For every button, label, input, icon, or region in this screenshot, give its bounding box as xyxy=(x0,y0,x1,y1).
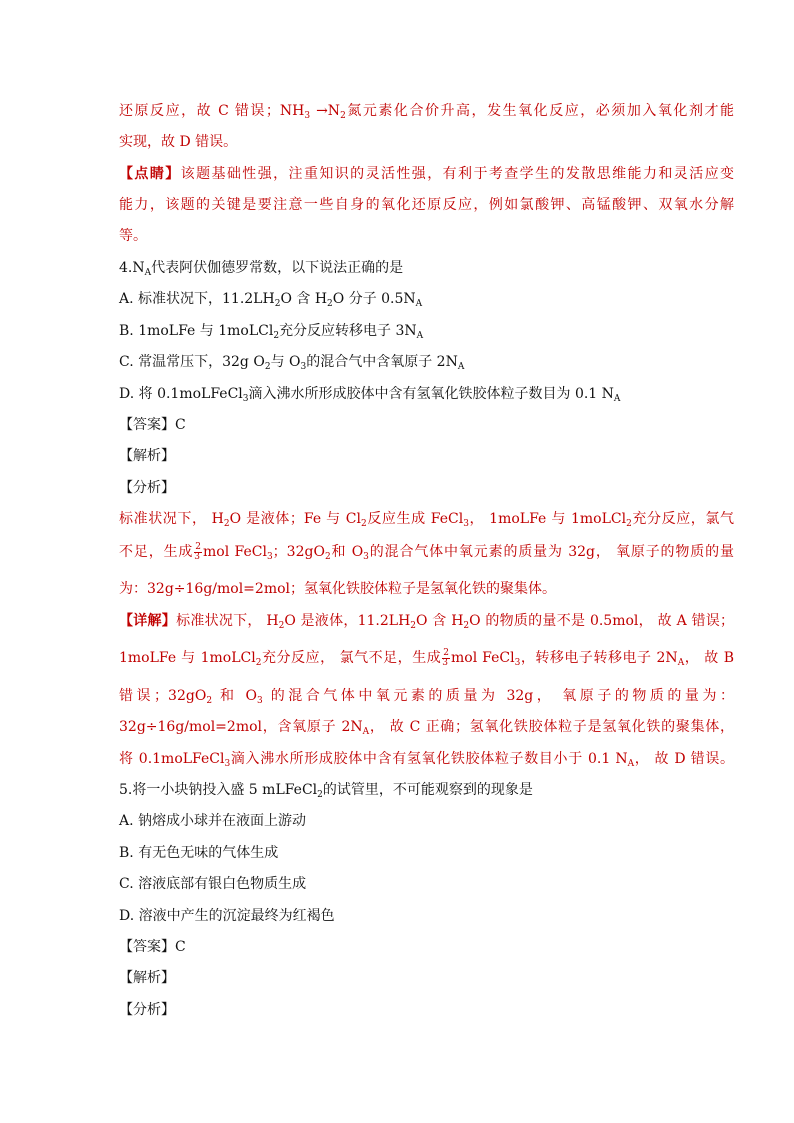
jiexi-label: 【解析】 xyxy=(119,448,175,464)
jiexi-label: 【解析】 xyxy=(119,970,175,986)
text-line: 实现，故 D 错误。 xyxy=(119,134,238,150)
fenxi-label: 【分析】 xyxy=(119,480,175,496)
detail-line: 32g÷16g/mol=2mol，含氧原子 $2N_A$， 故 C 正确；氢氧化铁胶体粒子是氢氧化铁的聚集体， xyxy=(119,719,735,737)
fenxi-label: 【分析】 xyxy=(119,1002,175,1018)
option-c: C. 溶液底部有银白色物质生成 xyxy=(119,876,307,892)
analysis-line: 标准状况下， $H_2O$ 是液体；Fe 与 $Cl_2$反应生成 FeCl$_3$， 1moLFe 与 1moLCl$_2$充分反应，氯气 xyxy=(119,511,734,529)
question-4-stem: $4.N_A$代表阿伏伽德罗常数，以下说法正确的是 xyxy=(119,260,404,278)
text-line: 等。 xyxy=(119,228,147,244)
option-c: C. 常温常压下，32g $O_2$与 $O_3$的混合气中含氧原子 $2N_A$ xyxy=(119,354,465,372)
detail-line: 【详解】标准状况下， $H_2O$ 是液体，$11.2LH_2O$ 含 $H_2O$ 的物质的量不是 0.5mol， 故 A 错误； xyxy=(119,613,734,631)
text-line: 还原反应，故 C 错误；$NH_3 \to N_2$氮元素化合价升高，发生氧化反应，必须加入氧化剂才能 xyxy=(119,103,735,121)
analysis-line: 为：32g÷16g/mol=2mol；氢氧化铁胶体粒子是氢氧化铁的聚集体。 xyxy=(119,581,556,597)
detail-line: 错误；$32gO_2$ 和 $O_3$ 的混合气体中氧元素的质量为 32g， 氧原子的物质的量为： xyxy=(119,688,734,706)
analysis-line: 不足，生成 $\frac{2}{3}$ mol FeCl$_3$；$32gO_2$和 $O_3$的混合气体中氧元素的质量为 32g， 氧原子的物质的量 xyxy=(119,541,734,562)
answer-label: 【答案】C xyxy=(119,417,186,433)
answer-label: 【答案】C xyxy=(119,939,186,955)
option-a: A. 钠熔成小球并在液面上游动 xyxy=(119,813,307,829)
text-line: 能力，该题的关键是要注意一些自身的氧化还原反应，例如氯酸钾、高锰酸钾、双氧水分解 xyxy=(119,197,734,213)
detail-line: 将 0.1moLFeCl$_3$滴入沸水所形成胶体中含有氢氧化铁胶体粒子数目小于 0.1 $N_A$， 故 D 错误。 xyxy=(119,751,735,769)
option-a: A. 标准状况下，$11.2LH_2O$ 含 $H_2O$ 分子 $0.5N_A$ xyxy=(119,291,423,309)
option-b: B. 1moLFe 与 1moLCl$_2$充分反应转移电子 $3N_A$ xyxy=(119,323,424,341)
fraction: $\frac{2}{3}$ xyxy=(194,541,202,562)
option-d: D. 溶液中产生的沉淀最终为红褐色 xyxy=(119,908,335,924)
option-b: B. 有无色无味的气体生成 xyxy=(119,845,279,861)
fraction: $\frac{2}{3}$ xyxy=(442,647,449,668)
option-d: D. 将 0.1moLFeCl$_3$滴入沸水所形成胶体中含有氢氧化铁胶体粒子数目为 0.1 $N_A$ xyxy=(119,386,621,404)
question-5-stem: 5.将一小块钠投入盛 5 mLFeCl$_2$的试管里，不可能观察到的现象是 xyxy=(119,782,533,800)
detail-line: 1moLFe 与 1moLCl$_2$充分反应， 氯气不足，生成 $\frac{2}{3}$ mol FeCl$_3$，转移电子转移电子 $2N_A$， 故 B xyxy=(119,647,734,668)
dianjing-paragraph: 【点睛】该题基础性强，注重知识的灵活性强，有利于考查学生的发散思维能力和灵活应变 xyxy=(119,166,735,182)
